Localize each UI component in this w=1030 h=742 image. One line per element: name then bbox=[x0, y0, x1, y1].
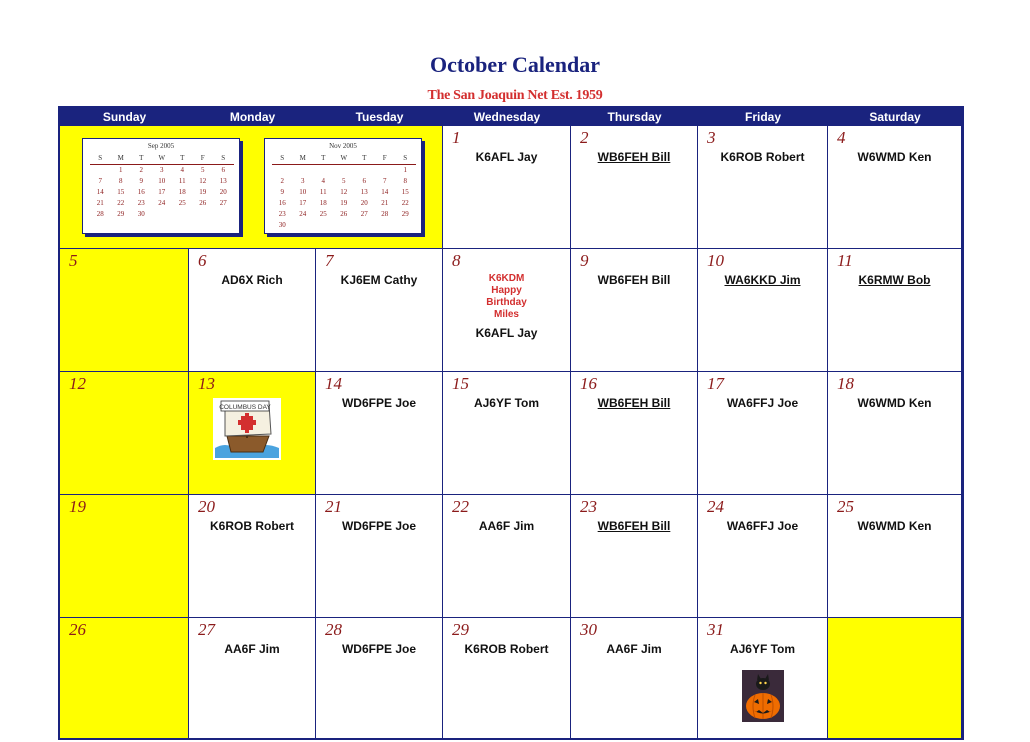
mini-calendar-week-row bbox=[272, 209, 416, 220]
net-control-link[interactable]: WA6KKD Jim bbox=[724, 273, 801, 287]
mini-calendar-day: 17 bbox=[158, 188, 166, 196]
mini-calendar-day bbox=[293, 220, 314, 231]
net-control-name: K6AFL Jay bbox=[475, 150, 538, 164]
net-control-name: WD6FPE Joe bbox=[341, 642, 416, 656]
mini-calendar-weekday: S bbox=[280, 154, 285, 162]
day-number: 4 bbox=[837, 128, 846, 147]
net-control-name: K6ROB Robert bbox=[464, 642, 549, 656]
mini-calendar-weekday: M bbox=[299, 154, 306, 162]
day-number: 22 bbox=[452, 497, 469, 516]
net-control-name: W6WMD Ken bbox=[857, 396, 932, 410]
mini-calendar-weekday: S bbox=[403, 154, 408, 162]
mini-calendar-day: 12 bbox=[199, 177, 207, 185]
mini-calendar-day: 28 bbox=[381, 210, 389, 218]
day-number: 14 bbox=[325, 374, 342, 393]
mini-calendar-week-row bbox=[272, 220, 416, 231]
day-cell-10[interactable] bbox=[698, 249, 828, 372]
day-cell-31[interactable] bbox=[698, 618, 828, 738]
mini-calendar-day: 13 bbox=[219, 177, 227, 185]
mini-calendar-day: 25 bbox=[319, 210, 327, 218]
day-number: 18 bbox=[837, 374, 854, 393]
mini-calendar-title: Sep 2005 bbox=[147, 142, 175, 150]
net-control-link[interactable]: WB6FEH Bill bbox=[597, 150, 671, 164]
mini-calendar-week-row bbox=[90, 176, 234, 187]
day-cell-26[interactable] bbox=[60, 618, 189, 738]
net-control-name: AA6F Jim bbox=[224, 642, 280, 656]
mini-calendar-day bbox=[395, 220, 416, 231]
mini-calendar-week-row bbox=[272, 198, 416, 209]
net-control-name: AJ6YF Tom bbox=[473, 396, 540, 410]
mini-calendar-weekday: S bbox=[98, 154, 103, 162]
mini-calendar-day: 4 bbox=[321, 177, 325, 185]
day-cell-18[interactable] bbox=[828, 372, 962, 495]
mini-calendar-day bbox=[354, 220, 375, 231]
empty-trailing-cell bbox=[828, 618, 962, 738]
mini-calendar-day: 2 bbox=[139, 166, 143, 174]
mini-calendar-november bbox=[264, 138, 422, 234]
mini-calendar-day: 10 bbox=[158, 177, 166, 185]
mini-calendar-weekday-row bbox=[90, 153, 234, 165]
day-cell-17[interactable] bbox=[698, 372, 828, 495]
mini-calendar-day: 26 bbox=[199, 199, 207, 207]
mini-calendar-day bbox=[354, 165, 375, 176]
day-number: 15 bbox=[452, 374, 469, 393]
day-cell-13[interactable] bbox=[189, 372, 316, 495]
net-control-name: WD6FPE Joe bbox=[341, 396, 416, 410]
day-cell-24[interactable] bbox=[698, 495, 828, 618]
mini-calendar-day: 7 bbox=[98, 177, 102, 185]
day-number: 28 bbox=[325, 620, 342, 639]
mini-calendar-day: 27 bbox=[219, 199, 227, 207]
net-control-name: WB6FEH Bill bbox=[597, 273, 671, 287]
mini-calendar-day: 29 bbox=[401, 210, 409, 218]
mini-calendar-day: 15 bbox=[401, 188, 409, 196]
day-number: 9 bbox=[580, 251, 589, 270]
weekday-saturday: Saturday bbox=[869, 110, 921, 124]
mini-calendar-day bbox=[313, 220, 334, 231]
mini-calendar-days bbox=[272, 153, 416, 231]
mini-calendar-week-row bbox=[90, 187, 234, 198]
net-control-name: KJ6EM Cathy bbox=[340, 273, 418, 287]
mini-calendar-day: 9 bbox=[280, 188, 284, 196]
day-number: 13 bbox=[198, 374, 215, 393]
mini-calendar-day: 8 bbox=[119, 177, 123, 185]
calendar-subtitle: The San Joaquin Net Est. 1959 bbox=[427, 88, 603, 103]
mini-calendar-day bbox=[90, 165, 111, 176]
mini-calendar-day: 12 bbox=[340, 188, 348, 196]
columbus-day-ship-icon bbox=[211, 396, 283, 462]
net-control-name: AA6F Jim bbox=[606, 642, 662, 656]
mini-calendar-weekday: S bbox=[221, 154, 226, 162]
mini-calendar-day bbox=[293, 165, 314, 176]
day-cell-22[interactable] bbox=[443, 495, 571, 618]
mini-calendar-day: 17 bbox=[299, 199, 307, 207]
day-cell-9[interactable] bbox=[571, 249, 698, 372]
day-cell-21[interactable] bbox=[316, 495, 443, 618]
mini-calendar-day: 19 bbox=[340, 199, 348, 207]
mini-calendar-day bbox=[172, 209, 193, 220]
mini-calendar-day: 19 bbox=[199, 188, 207, 196]
day-number: 10 bbox=[707, 251, 724, 270]
day-number: 26 bbox=[69, 620, 86, 639]
mini-calendar-day: 21 bbox=[96, 199, 104, 207]
net-control-name: AD6X Rich bbox=[221, 273, 283, 287]
calendar-grid bbox=[58, 106, 964, 740]
net-control-name: K6AFL Jay bbox=[475, 326, 538, 340]
mini-calendar-day: 1 bbox=[119, 166, 123, 174]
mini-calendar-day: 24 bbox=[158, 199, 166, 207]
mini-calendar-day: 2 bbox=[280, 177, 284, 185]
net-control-name: AJ6YF Tom bbox=[729, 642, 796, 656]
day-cell-14[interactable] bbox=[316, 372, 443, 495]
mini-calendar-day: 8 bbox=[403, 177, 407, 185]
day-cell-11[interactable] bbox=[828, 249, 962, 372]
weekday-thursday: Thursday bbox=[607, 110, 662, 124]
weekday-sunday: Sunday bbox=[102, 110, 147, 124]
day-number: 11 bbox=[837, 251, 853, 270]
mini-calendar-day: 18 bbox=[178, 188, 186, 196]
mini-calendar-september bbox=[82, 138, 240, 234]
day-number: 24 bbox=[707, 497, 724, 516]
mini-calendar-weekday: F bbox=[200, 154, 205, 162]
day-cell-5[interactable] bbox=[60, 249, 189, 372]
day-cell-23[interactable] bbox=[571, 495, 698, 618]
day-cell-29[interactable] bbox=[443, 618, 571, 738]
mini-calendar-day: 28 bbox=[96, 210, 104, 218]
day-number: 1 bbox=[452, 128, 461, 147]
day-cell-30[interactable] bbox=[571, 618, 698, 738]
mini-calendar-day: 18 bbox=[319, 199, 327, 207]
day-cell-27[interactable] bbox=[189, 618, 316, 738]
day-number: 30 bbox=[580, 620, 597, 639]
birthday-note: K6KDM Happy Birthday Miles bbox=[486, 273, 527, 320]
net-control-name: WA6FFJ Joe bbox=[726, 519, 799, 533]
mini-calendar-week-row bbox=[90, 198, 234, 209]
day-cell-8[interactable] bbox=[443, 249, 571, 372]
prev-next-month-cell bbox=[60, 126, 443, 249]
mini-calendar-days bbox=[90, 153, 234, 220]
net-control-name: WA6FFJ Joe bbox=[726, 396, 799, 410]
mini-calendar-day: 6 bbox=[362, 177, 366, 185]
mini-calendar-day bbox=[375, 165, 396, 176]
mini-calendar-day: 30 bbox=[278, 221, 286, 229]
mini-calendar-week-row bbox=[272, 187, 416, 198]
mini-calendar-day bbox=[193, 209, 214, 220]
mini-calendar-week-row bbox=[272, 176, 416, 187]
mini-calendar-weekday: F bbox=[382, 154, 387, 162]
mini-calendar-weekday-row bbox=[272, 153, 416, 165]
mini-calendar-day: 22 bbox=[117, 199, 125, 207]
mini-calendar-day: 3 bbox=[301, 177, 305, 185]
day-number: 12 bbox=[69, 374, 86, 393]
day-cell-15[interactable] bbox=[443, 372, 571, 495]
day-number: 2 bbox=[580, 128, 589, 147]
mini-calendar-day: 4 bbox=[180, 166, 184, 174]
mini-calendar-day: 7 bbox=[383, 177, 387, 185]
mini-calendar-day bbox=[213, 209, 234, 220]
mini-calendar-day: 27 bbox=[360, 210, 368, 218]
mini-calendar-day: 5 bbox=[342, 177, 346, 185]
net-control-link[interactable]: WB6FEH Bill bbox=[597, 396, 671, 410]
day-number: 23 bbox=[580, 497, 597, 516]
mini-calendar-day: 13 bbox=[360, 188, 368, 196]
mini-calendar-day: 1 bbox=[403, 166, 407, 174]
mini-calendar-day bbox=[272, 165, 293, 176]
day-number: 5 bbox=[69, 251, 78, 270]
net-control-name: WD6FPE Joe bbox=[341, 519, 416, 533]
mini-calendar-day: 30 bbox=[137, 210, 145, 218]
weekday-friday: Friday bbox=[744, 110, 781, 124]
mini-calendar-day: 14 bbox=[96, 188, 104, 196]
mini-calendar-weekday: T bbox=[139, 154, 144, 162]
mini-calendar-week-row bbox=[90, 165, 234, 176]
net-control-link[interactable]: K6RMW Bob bbox=[858, 273, 931, 287]
mini-calendar-day: 11 bbox=[178, 177, 186, 185]
mini-calendar-day: 20 bbox=[360, 199, 368, 207]
day-cell-6[interactable] bbox=[189, 249, 316, 372]
net-control-name: W6WMD Ken bbox=[857, 519, 932, 533]
mini-calendar-weekday: T bbox=[180, 154, 185, 162]
net-control-name: K6ROB Robert bbox=[720, 150, 805, 164]
mini-calendar-day: 22 bbox=[401, 199, 409, 207]
mini-calendar-weekday: T bbox=[362, 154, 367, 162]
columbus-day-banner-text: COLUMBUS DAY bbox=[219, 404, 271, 411]
day-cell-20[interactable] bbox=[189, 495, 316, 618]
weekday-tuesday: Tuesday bbox=[355, 110, 404, 124]
day-number: 6 bbox=[198, 251, 207, 270]
mini-calendar-weekday: T bbox=[321, 154, 326, 162]
mini-calendar-day: 16 bbox=[137, 188, 145, 196]
mini-calendar-day bbox=[334, 220, 355, 231]
mini-calendar-day: 14 bbox=[381, 188, 389, 196]
mini-calendar-day: 15 bbox=[117, 188, 125, 196]
weekday-monday: Monday bbox=[229, 110, 276, 124]
halloween-pumpkin-cat-icon bbox=[742, 670, 784, 722]
mini-calendar-week-row bbox=[90, 209, 234, 220]
day-cell-2[interactable] bbox=[571, 126, 698, 249]
mini-calendar-day: 10 bbox=[299, 188, 307, 196]
mini-calendar-day: 25 bbox=[178, 199, 186, 207]
day-number: 8 bbox=[452, 251, 461, 270]
day-cell-7[interactable] bbox=[316, 249, 443, 372]
mini-calendar-day: 23 bbox=[137, 199, 145, 207]
mini-calendar-day: 29 bbox=[117, 210, 125, 218]
mini-calendar-day: 26 bbox=[340, 210, 348, 218]
mini-calendar-day: 6 bbox=[221, 166, 225, 174]
mini-calendar-day bbox=[375, 220, 396, 231]
day-number: 20 bbox=[198, 497, 215, 516]
day-number: 25 bbox=[837, 497, 854, 516]
day-number: 17 bbox=[707, 374, 724, 393]
day-cell-1[interactable] bbox=[443, 126, 571, 249]
mini-calendar-day: 16 bbox=[278, 199, 286, 207]
day-cell-19[interactable] bbox=[60, 495, 189, 618]
day-cell-3[interactable] bbox=[698, 126, 828, 249]
mini-calendar-weekday: W bbox=[158, 154, 166, 162]
day-cell-28[interactable] bbox=[316, 618, 443, 738]
day-number: 7 bbox=[325, 251, 334, 270]
day-number: 3 bbox=[707, 128, 716, 147]
day-number: 16 bbox=[580, 374, 597, 393]
day-cell-12[interactable] bbox=[60, 372, 189, 495]
mini-calendar-day bbox=[334, 165, 355, 176]
mini-calendar-day: 20 bbox=[219, 188, 227, 196]
mini-calendar-day: 11 bbox=[319, 188, 327, 196]
mini-calendar-day bbox=[152, 209, 173, 220]
mini-calendar-day: 23 bbox=[278, 210, 286, 218]
calendar-title: October Calendar bbox=[429, 52, 601, 77]
mini-calendar-day: 24 bbox=[299, 210, 307, 218]
net-control-name: W6WMD Ken bbox=[857, 150, 932, 164]
mini-calendar-day: 9 bbox=[139, 177, 143, 185]
day-number: 19 bbox=[69, 497, 86, 516]
day-number: 21 bbox=[325, 497, 342, 516]
mini-calendar-day bbox=[313, 165, 334, 176]
mini-calendar-day: 3 bbox=[160, 166, 164, 174]
weekday-wednesday: Wednesday bbox=[473, 110, 541, 124]
day-number: 31 bbox=[707, 620, 724, 639]
net-control-name: K6ROB Robert bbox=[209, 519, 294, 533]
mini-calendar-week-row bbox=[272, 165, 416, 176]
mini-calendar-day: 21 bbox=[381, 199, 389, 207]
net-control-link[interactable]: WB6FEH Bill bbox=[597, 519, 671, 533]
mini-calendar-title: Nov 2005 bbox=[329, 142, 357, 150]
day-cell-16[interactable] bbox=[571, 372, 698, 495]
mini-calendar-weekday: M bbox=[117, 154, 124, 162]
day-number: 29 bbox=[452, 620, 469, 639]
weekday-header-row bbox=[60, 108, 962, 126]
day-number: 27 bbox=[198, 620, 215, 639]
mini-calendar-weekday: W bbox=[340, 154, 348, 162]
day-cell-4[interactable] bbox=[828, 126, 962, 249]
mini-calendar-day: 5 bbox=[201, 166, 205, 174]
net-control-name: AA6F Jim bbox=[478, 519, 535, 533]
day-cell-25[interactable] bbox=[828, 495, 962, 618]
